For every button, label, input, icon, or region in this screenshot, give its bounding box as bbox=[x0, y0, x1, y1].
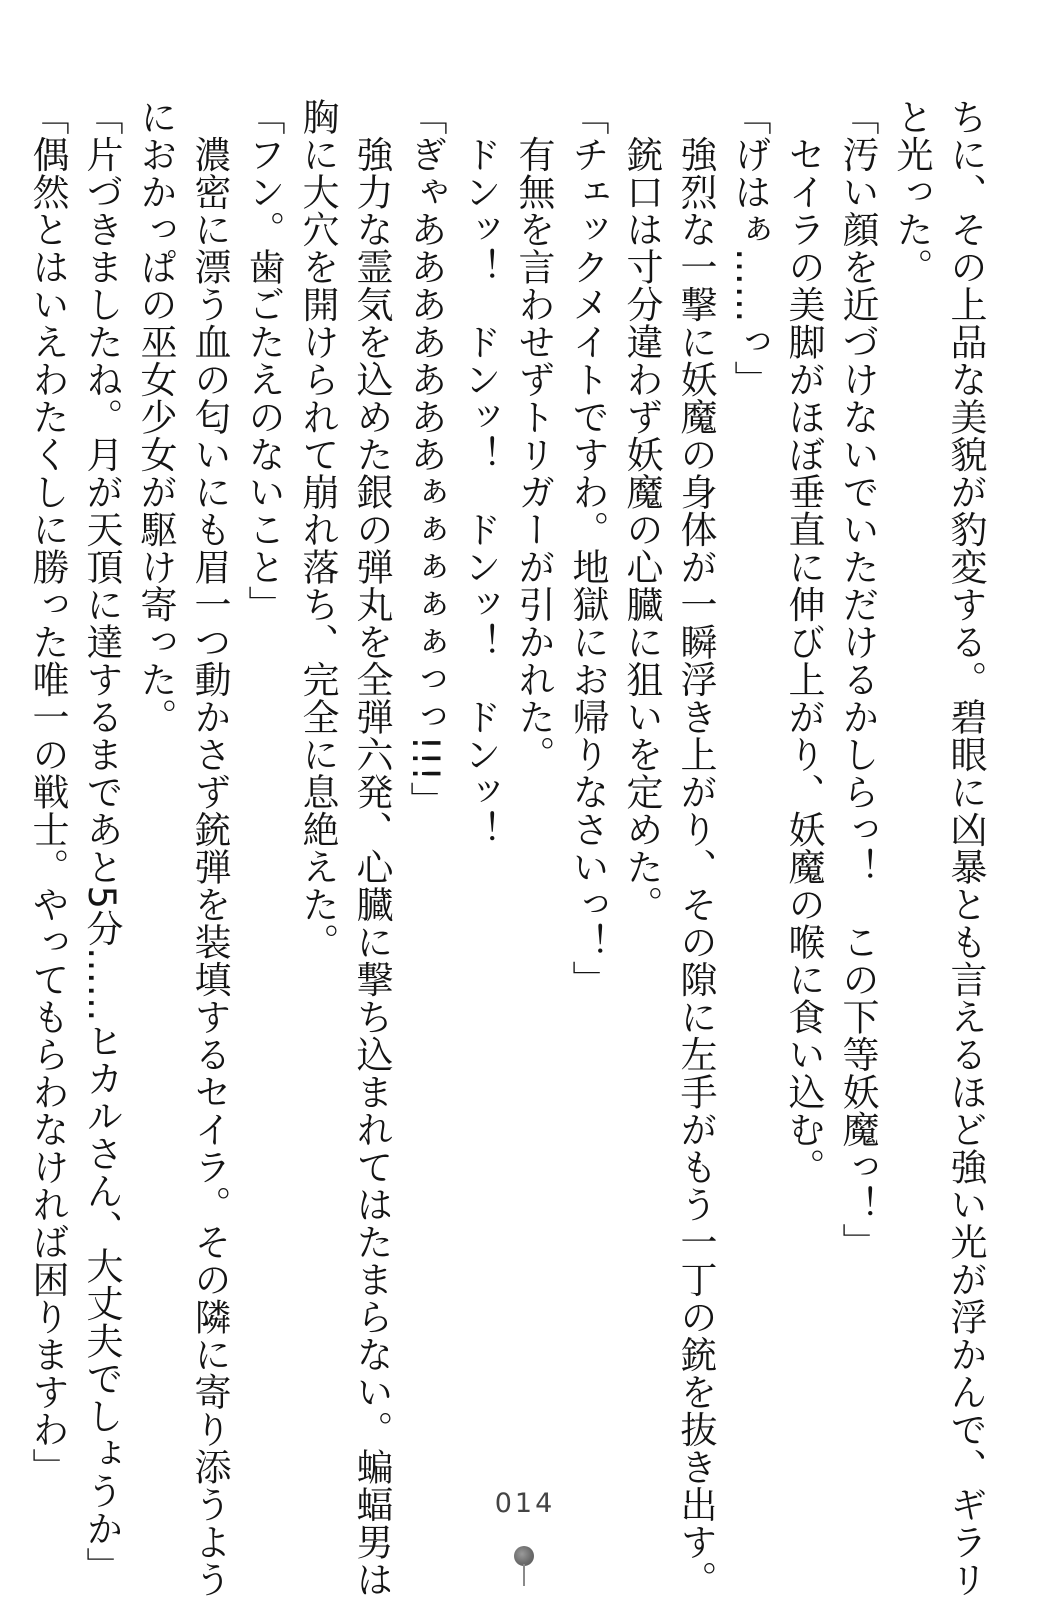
text-line-17: 「片づきましたね。月が天頂に達するまであと5分……ヒカルさん、大丈夫でしょうか」 bbox=[80, 98, 123, 1585]
page-number: 014 bbox=[494, 1488, 556, 1519]
text-line-16: におかっぱの巫女少女が駆け寄った。 bbox=[134, 98, 177, 736]
text-line-15: 濃密に漂う血の匂いにも眉一つ動かさず銃弾を装填するセイラ。その隣に寄り添うよう bbox=[188, 98, 231, 1598]
text-line-1: ちに、その上品な美貌が豹変する。碧眼に凶暴とも言えるほど強い光が浮かんで、ギラリ bbox=[944, 98, 987, 1598]
text-line-6: 強烈な一撃に妖魔の身体が一瞬浮き上がり、その隙に左手がもう一丁の銃を抜き出す。 bbox=[674, 98, 717, 1598]
text-line-9: 有無を言わせずトリガーが引かれた。 bbox=[512, 98, 555, 773]
text-line-5: 「げはぁ……っ」 bbox=[728, 98, 771, 398]
text-line-11: 「ぎゃあああああああぁぁぁぁぁっっ!!!」 bbox=[404, 98, 447, 819]
text-line-12: 強力な霊気を込めた銀の弾丸を全弾六発、心臓に撃ち込まれてはたまらない。蝙蝠男は bbox=[350, 98, 393, 1598]
text-line-2: と光った。 bbox=[890, 98, 933, 286]
page-ornament-stem bbox=[523, 1564, 525, 1586]
text-line-3: 「汚い顔を近づけないでいただけるかしらっ！ この下等妖魔っ！」 bbox=[836, 98, 879, 1261]
text-line-14: 「フン。歯ごたえのないこと」 bbox=[242, 98, 285, 623]
text-line-4: セイラの美脚がほぼ垂直に伸び上がり、妖魔の喉に食い込む。 bbox=[782, 98, 825, 1186]
text-line-13: 胸に大穴を開けられて崩れ落ち、完全に息絶えた。 bbox=[296, 98, 339, 961]
page-ornament-icon bbox=[514, 1546, 534, 1566]
text-line-7: 銃口は寸分違わず妖魔の心臓に狙いを定めた。 bbox=[620, 98, 663, 923]
text-line-10: ドンッ！ ドンッ！ ドンッ！ ドンッ！ bbox=[458, 98, 501, 848]
text-line-8: 「チェックメイトですわ。地獄にお帰りなさいっ！」 bbox=[566, 98, 609, 998]
text-line-18: 「偶然とはいえわたくしに勝った唯一の戦士。やってもらわなければ困りますわ」 bbox=[26, 98, 69, 1486]
